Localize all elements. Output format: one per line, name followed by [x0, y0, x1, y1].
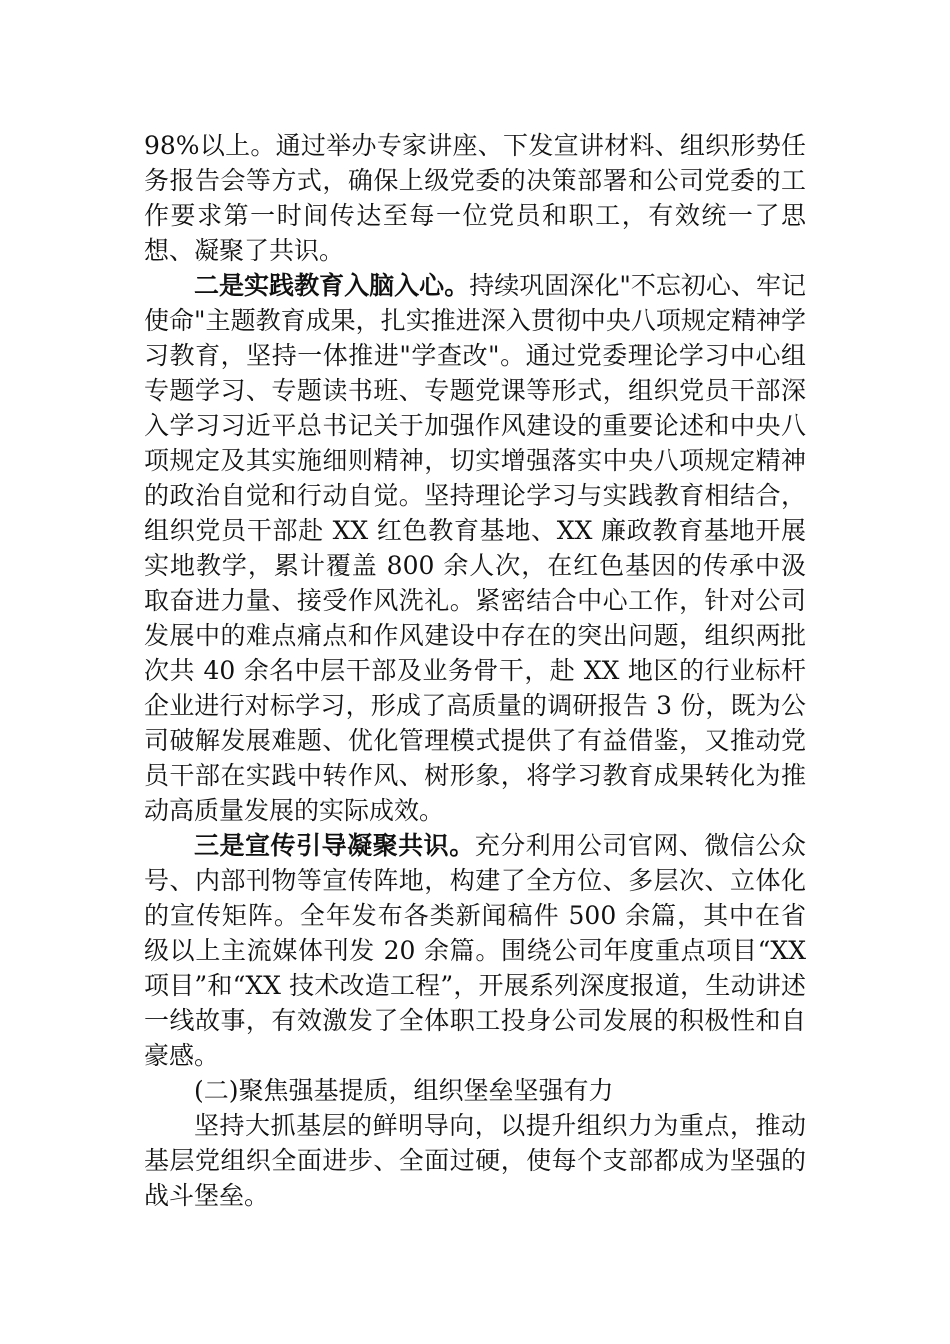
paragraph-body-publicity-guidance: 充分利用公司官网、微信公众号、内部刊物等宣传阵地，构建了全方位、多层次、立体化的宣传矩阵。全年发布各类新闻稿件 500 余篇，其中在省级以上主流媒体刊发 20 余篇。围绕公司年度重点项目“XX 项目”和“XX 技术改造工程”，开展系列深度报道，生动讲述一线故事，有效激发了全体职工投身公司发展的积极性和自豪感。: [144, 831, 806, 1070]
paragraph-continuation: 98%以上。通过举办专家讲座、下发宣讲材料、组织形势任务报告会等方式，确保上级党委的决策部署和公司党委的工作要求第一时间传达至每一位党员和职工，有效统一了思想、凝聚了共识。: [144, 131, 806, 265]
paragraph-lead-practice-education: 二是实践教育入脑入心。: [194, 271, 470, 300]
paragraph-grassroots: 坚持大抓基层的鲜明导向，以提升组织力为重点，推动基层党组织全面进步、全面过硬，使每个支部都成为坚强的战斗堡垒。: [144, 1111, 806, 1210]
document-body: [144, 128, 806, 1213]
paragraph-publicity-guidance: [144, 828, 806, 1073]
section-heading-organization: (二)聚焦强基提质，组织堡垒坚强有力: [194, 1076, 614, 1105]
paragraph-practice-education: [144, 268, 806, 828]
paragraph-body-practice-education: 持续巩固深化"不忘初心、牢记使命"主题教育成果，扎实推进深入贯彻中央八项规定精神学习教育，坚持一体推进"学查改"。通过党委理论学习中心组专题学习、专题读书班、专题党课等形式，组织党员干部深入学习习近平总书记关于加强作风建设的重要论述和中央八项规定及其实施细则精神，切实增强落实中央八项规定精神的政治自觉和行动自觉。坚持理论学习与实践教育相结合，组织党员干部赴 XX 红色教育基地、XX 廉政教育基地开展实地教学，累计覆盖 800 余人次，在红色基因的传承中汲取奋进力量、接受作风洗礼。紧密结合中心工作，针对公司发展中的难点痛点和作风建设中存在的突出问题，组织两批次共 40 余名中层干部及业务骨干，赴 XX 地区的行业标杆企业进行对标学习，形成了高质量的调研报告 3 份，既为公司破解发展难题、优化管理模式提供了有益借鉴，又推动党员干部在实践中转作风、树形象，将学习教育成果转化为推动高质量发展的实际成效。: [144, 271, 806, 825]
paragraph-lead-publicity-guidance: 三是宣传引导凝聚共识。: [194, 831, 475, 860]
